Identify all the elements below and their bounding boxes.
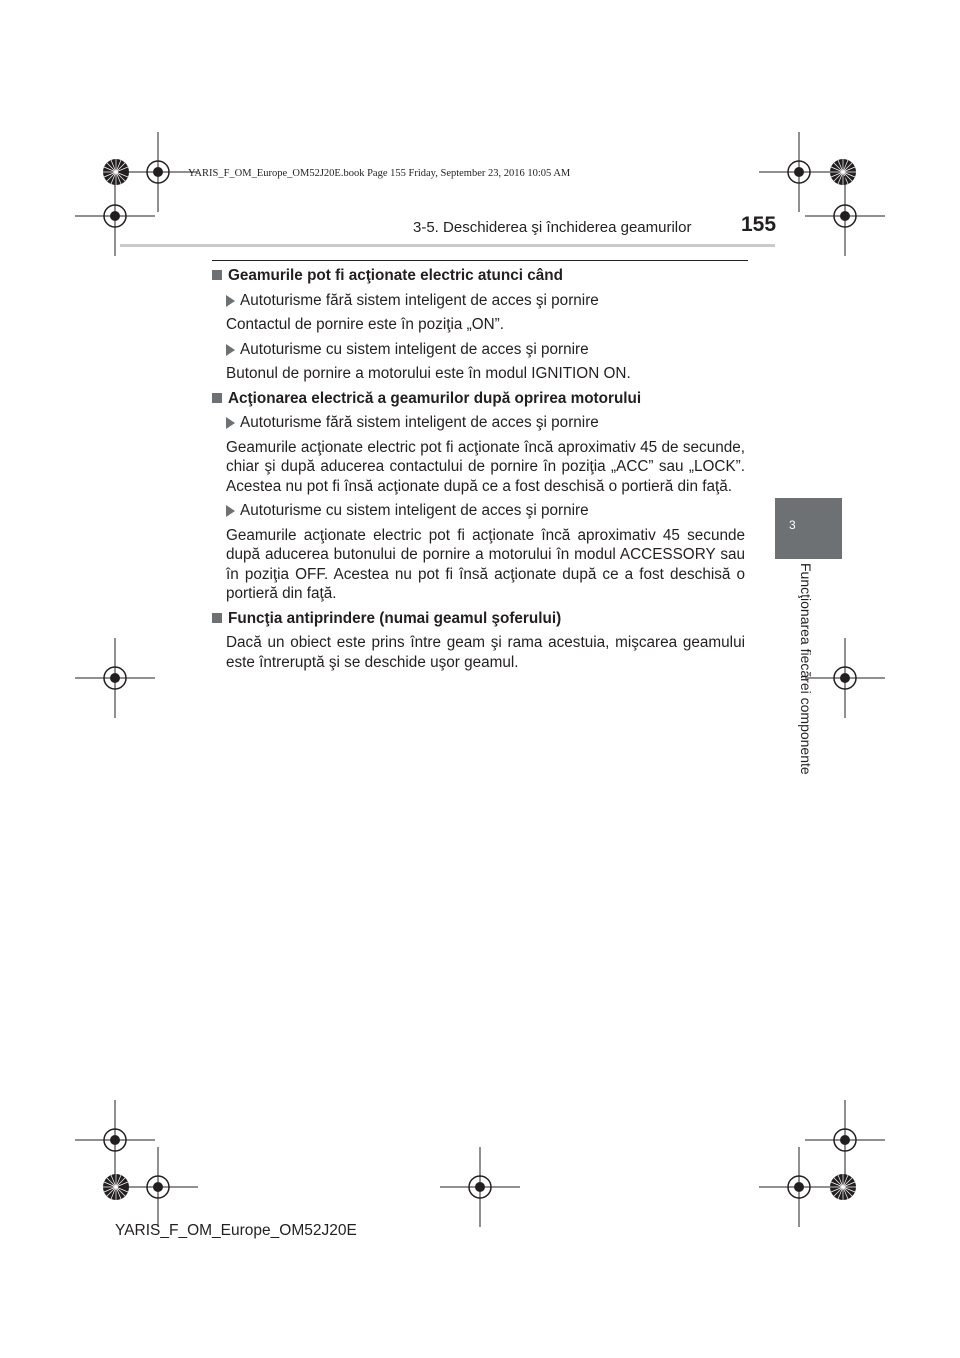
chapter-number: 3 [789, 518, 796, 532]
registration-crosshair-icon [759, 132, 839, 212]
chapter-tab [775, 498, 842, 559]
bullet-item [226, 501, 745, 521]
bullet-text: Autoturisme cu sistem inteligent de acces şi pornire [240, 502, 589, 519]
bullet-text: Autoturisme cu sistem inteligent de acces şi pornire [240, 340, 589, 358]
bullet-item [226, 340, 745, 360]
registration-crosshair-icon [75, 1100, 155, 1180]
registration-crosshair-icon [759, 1147, 839, 1227]
triangle-bullet-icon [226, 417, 235, 429]
footer-document-code: YARIS_F_OM_Europe_OM52J20E [115, 1222, 357, 1239]
paragraph: Dacă un obiect este prins între geam şi rama acestuia, mişcarea geamului este întreruptă şi se deschide uşor geamul. [226, 634, 745, 671]
triangle-bullet-icon [226, 295, 235, 307]
paragraph: Contactul de pornire este în poziţia „ON”. [226, 316, 505, 333]
header-divider [120, 244, 775, 247]
triangle-bullet-icon [226, 505, 235, 517]
bullet-text: Autoturisme fără sistem inteligent de acces şi pornire [240, 414, 599, 431]
square-bullet-icon [212, 393, 222, 403]
chapter-side-label: Funcţionarea fiecărei componente [798, 563, 814, 775]
bullet-item [226, 413, 745, 433]
paragraph: Butonul de pornire a motorului este în modul IGNITION ON. [226, 365, 631, 382]
section-heading-text: Funcţia antiprindere (numai geamul şoferului) [228, 609, 562, 627]
triangle-bullet-icon [226, 344, 235, 356]
registration-crosshair-icon [75, 638, 155, 718]
bullet-text: Autoturisme fără sistem inteligent de acces şi pornire [240, 291, 599, 309]
paragraph: Geamurile acţionate electric pot fi acţionate încă aproximativ 45 secunde după aducerea butonului de pornire a motorului în modul ACCESSORY sau în poziţia OFF. Acestea nu pot fi însă acţionate după ce a fost deschisă o portieră din faţă. [226, 526, 745, 602]
section-heading [212, 266, 745, 286]
section-heading [212, 609, 745, 629]
content-divider [212, 260, 748, 261]
book-info-line: YARIS_F_OM_Europe_OM52J20E.book Page 155 Friday, September 23, 2016 10:05 AM [188, 168, 571, 179]
registration-crosshair-icon [440, 1147, 520, 1227]
page-content [212, 266, 745, 677]
page-number: 155 [741, 213, 777, 236]
square-bullet-icon [212, 613, 222, 623]
paragraph: Geamurile acţionate electric pot fi acţionate încă aproximativ 45 de secunde, chiar şi după aducerea contactului de pornire în poziţia „ACC” sau „LOCK”. Acestea nu pot fi însă acţionate după ce a fost deschisă o portieră din faţă. [226, 438, 745, 495]
section-heading [212, 389, 745, 409]
registration-crosshair-icon [118, 132, 198, 212]
registration-crosshair-icon [805, 638, 885, 718]
square-bullet-icon [212, 270, 222, 280]
section-heading-text: Acţionarea electrică a geamurilor după oprirea motorului [228, 389, 642, 407]
registration-starburst-icon [830, 159, 856, 185]
bullet-item [226, 291, 745, 311]
section-header-title: 3-5. Deschiderea şi închiderea geamurilor [413, 219, 692, 236]
registration-starburst-icon [830, 1174, 856, 1200]
section-heading-text: Geamurile pot fi acţionate electric atunci când [228, 267, 563, 284]
registration-crosshair-icon [805, 1100, 885, 1180]
registration-crosshair-icon [805, 176, 885, 256]
registration-crosshair-icon [118, 1147, 198, 1227]
